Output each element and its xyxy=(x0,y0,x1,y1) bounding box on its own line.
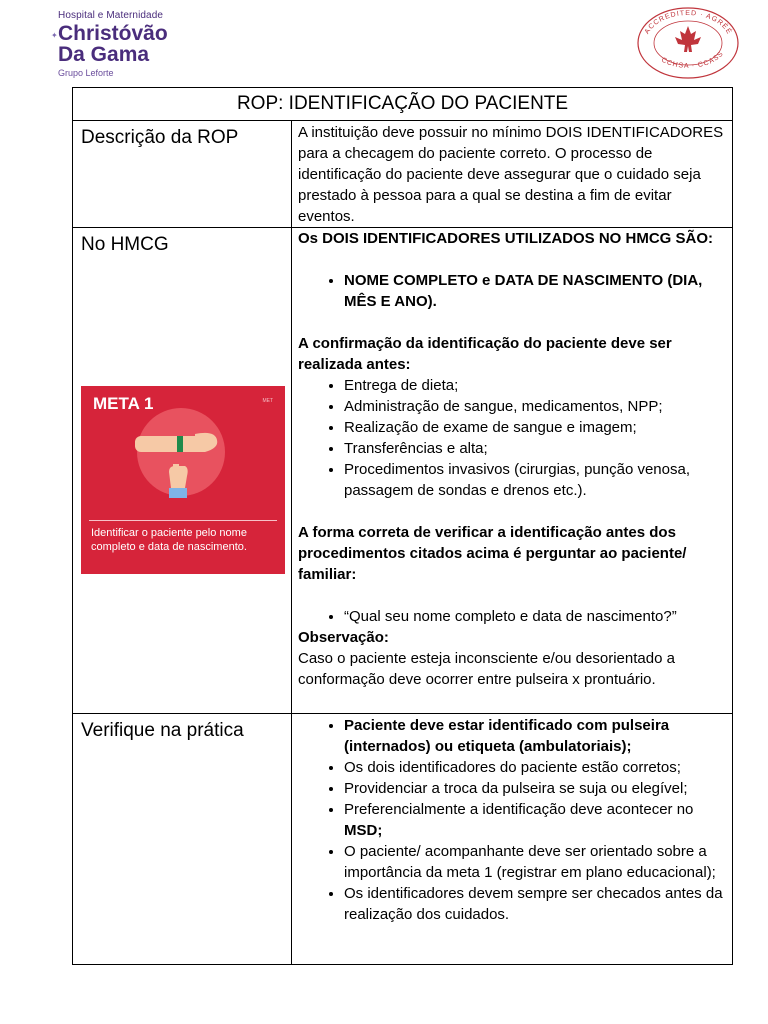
list-item: • Providenciar a troca da pulseira se suja ou elegível; xyxy=(344,778,726,799)
item4-bold: MSD; xyxy=(344,822,383,839)
list-item: • Administração de sangue, medicamentos, NPP; xyxy=(344,396,726,417)
list-item: • O paciente/ acompanhante deve ser orientado sobre a importância da meta 1 (registrar em plano educacional); xyxy=(344,841,726,883)
document-title: ROP: IDENTIFICAÇÃO DO PACIENTE xyxy=(73,88,733,121)
logo-line-2-text: Christóvão xyxy=(58,22,168,45)
method-heading: A forma correta de verificar a identificação antes dos procedimentos citados acima é perguntar ao paciente/ familiar: xyxy=(298,524,687,583)
logo-line-2 xyxy=(51,22,198,45)
identifiers-list xyxy=(298,270,726,312)
list-item: • Transferências e alta; xyxy=(344,438,726,459)
meta-card-caption: Identificar o paciente pelo nome completo e data de nascimento. xyxy=(91,527,247,553)
accreditation-seal xyxy=(636,6,740,80)
seal-bottom-text: CCHSA · CCASS xyxy=(660,50,726,70)
meta-card-tiny: MET xyxy=(262,398,273,404)
maple-leaf-icon xyxy=(675,26,701,52)
list-item: • Entrega de dieta; xyxy=(344,375,726,396)
row-content-descricao xyxy=(292,121,733,228)
list-item: • Procedimentos invasivos (cirurgias, punção venosa, passagem de sondas e drenos etc.). xyxy=(344,459,726,501)
row-label-cell-hmcg xyxy=(73,228,292,714)
logo-line-1: Hospital e Maternidade xyxy=(58,10,164,21)
row-content-verifique xyxy=(292,714,733,965)
row-content-hmcg xyxy=(292,228,733,714)
list-item: • Paciente deve estar identificado com pulseira (internados) ou etiqueta (ambulatoriais); xyxy=(344,715,726,757)
meta-1-card xyxy=(81,386,285,574)
list-item: • NOME COMPLETO e DATA DE NASCIMENTO (DIA, MÊS E ANO). xyxy=(344,270,726,312)
meta-card-title: META 1 xyxy=(93,394,154,413)
row-label-descricao: Descrição da ROP xyxy=(73,121,292,228)
hospital-logo xyxy=(51,10,198,78)
list-item: • Os identificadores devem sempre ser checados antes da realização dos cuidados. xyxy=(344,883,726,925)
sparkle-icon: ✦ xyxy=(51,31,58,40)
obs-label: Observação: xyxy=(298,629,389,646)
confirm-list xyxy=(298,375,726,501)
row-label-hmcg: No HMCG xyxy=(81,234,169,255)
row-label-verifique: Verifique na prática xyxy=(73,714,292,965)
rop-table xyxy=(72,87,733,965)
list-item: • Realização de exame de sangue e imagem; xyxy=(344,417,726,438)
item4-text: Preferencialmente a identificação deve acontecer no xyxy=(344,801,694,818)
meta-card-divider xyxy=(89,520,277,521)
wristband-hand-icon xyxy=(135,406,227,498)
svg-text:CCHSA · CCASS xyxy=(660,50,725,70)
seal-top-text: ACCREDITED · AGRÉÉ xyxy=(643,9,733,37)
hmcg-heading: Os DOIS IDENTIFICADORES UTILIZADOS NO HMCG SÃO: xyxy=(298,230,714,247)
list-item xyxy=(344,799,726,841)
verify-list xyxy=(298,714,726,925)
list-item: • “Qual seu nome completo e data de nascimento?” xyxy=(344,606,726,627)
descricao-text: A instituição deve possuir no mínimo DOIS IDENTIFICADORES para a checagem do paciente correto. O processo de identificação do paciente deve assegurar que o cuidado seja prestado à pessoa para a qual se destina a fim de evitar eventos. xyxy=(298,124,724,225)
confirm-heading: A confirmação da identificação do paciente deve ser realizada antes: xyxy=(298,335,672,373)
question-list xyxy=(298,606,726,627)
logo-line-3: Da Gama xyxy=(58,43,150,66)
logo-line-4: Grupo Leforte xyxy=(58,68,114,78)
obs-text: Caso o paciente esteja inconsciente e/ou desorientado a conformação deve ocorrer entre pulseira x prontuário. xyxy=(298,650,675,688)
list-item: • Os dois identificadores do paciente estão corretos; xyxy=(344,757,726,778)
